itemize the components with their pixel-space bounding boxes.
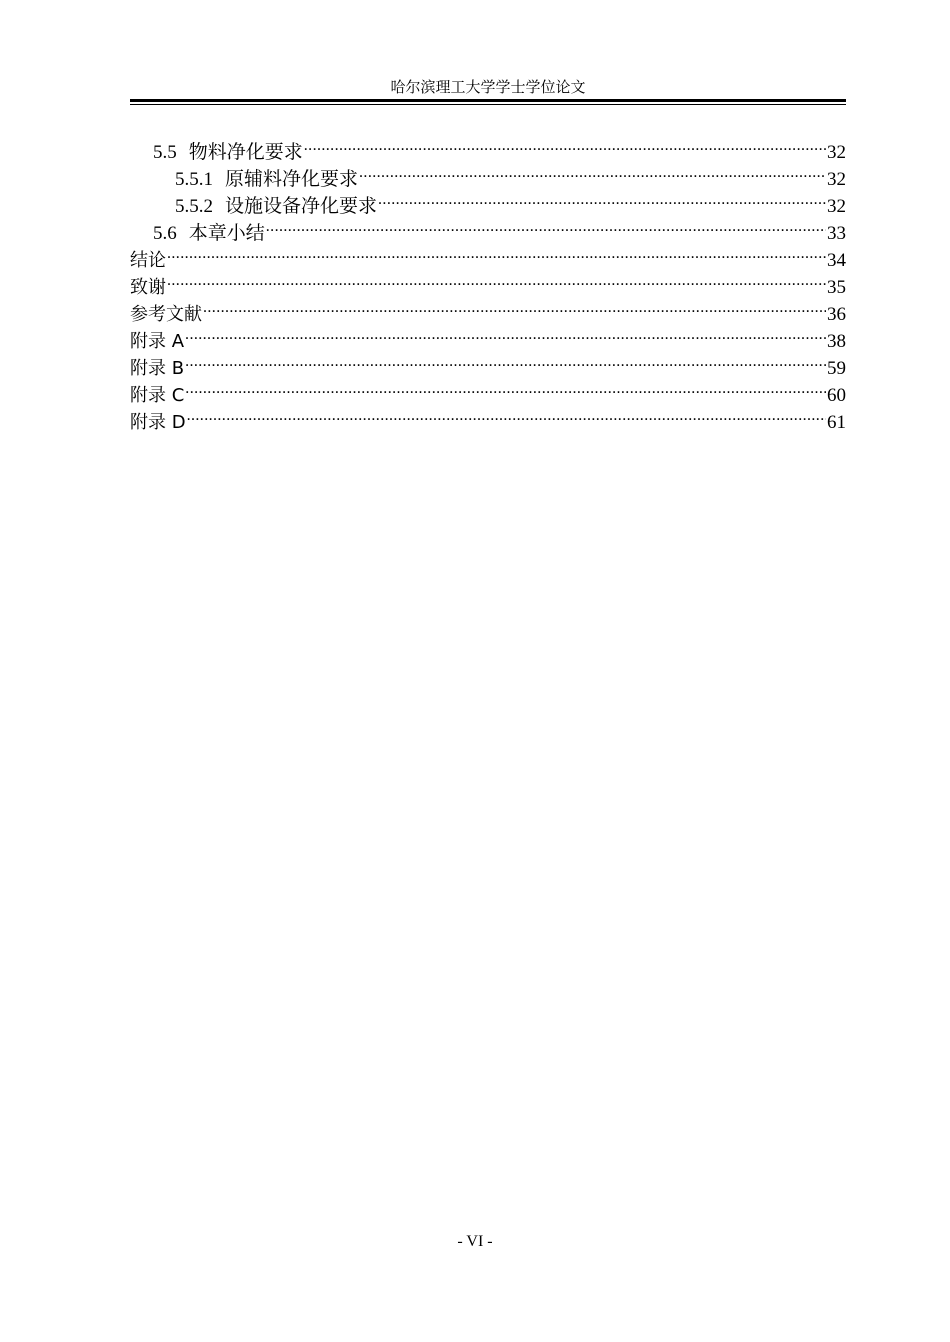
toc-dot-leader bbox=[185, 320, 826, 347]
toc-entry-page: 32 bbox=[827, 169, 846, 190]
header-rule-thick bbox=[130, 99, 846, 102]
toc-dot-leader bbox=[304, 131, 826, 158]
toc-entry-page: 38 bbox=[827, 331, 846, 352]
toc-entry-label: 设施设备净化要求 bbox=[225, 196, 378, 217]
toc-dot-leader bbox=[185, 347, 826, 374]
toc-entry-page: 32 bbox=[827, 196, 846, 217]
toc-entry-appendix-b[interactable] bbox=[130, 347, 846, 379]
toc-dot-leader bbox=[266, 212, 826, 239]
toc-entry-acknowledgements[interactable] bbox=[130, 266, 846, 298]
toc-entry-label: 附录 B bbox=[130, 358, 185, 379]
toc-dot-leader bbox=[203, 293, 826, 320]
running-header-title: 哈尔滨理工大学学士学位论文 bbox=[390, 80, 586, 96]
header-rule-thin bbox=[130, 104, 846, 105]
toc-entry-page: 32 bbox=[827, 142, 846, 163]
toc-entry-page: 36 bbox=[827, 304, 846, 325]
toc-entry-label: 参考文献 bbox=[130, 304, 202, 325]
toc-entry-5-5[interactable] bbox=[130, 131, 846, 163]
toc-entry-label: 致谢 bbox=[130, 277, 166, 298]
toc-entry-label: 结论 bbox=[130, 250, 166, 271]
toc-entry-label: 物料净化要求 bbox=[188, 142, 303, 163]
toc-entry-label: 本章小结 bbox=[188, 223, 265, 244]
toc-entry-number: 5.5 bbox=[153, 142, 177, 163]
toc-entry-label: 附录 D bbox=[130, 412, 186, 433]
toc-entry-appendix-a[interactable] bbox=[130, 320, 846, 352]
table-of-contents bbox=[130, 131, 846, 433]
toc-dot-leader bbox=[185, 374, 826, 401]
toc-entry-label: 附录 C bbox=[130, 385, 185, 406]
toc-dot-leader bbox=[167, 266, 826, 293]
toc-entry-page: 59 bbox=[827, 358, 846, 379]
toc-entry-number: 5.6 bbox=[153, 223, 177, 244]
toc-entry-appendix-d[interactable] bbox=[130, 401, 846, 433]
page-number: - VI - bbox=[457, 1233, 493, 1250]
toc-entry-appendix-c[interactable] bbox=[130, 374, 846, 406]
toc-entry-number: 5.5.1 bbox=[175, 169, 213, 190]
toc-entry-page: 61 bbox=[827, 412, 846, 433]
toc-entry-conclusion[interactable] bbox=[130, 239, 846, 271]
toc-entry-page: 60 bbox=[827, 385, 846, 406]
toc-dot-leader bbox=[187, 401, 826, 428]
toc-entry-label: 原辅料净化要求 bbox=[225, 169, 359, 190]
toc-dot-leader bbox=[359, 158, 826, 185]
toc-entry-number: 5.5.2 bbox=[175, 196, 213, 217]
toc-entry-page: 35 bbox=[827, 277, 846, 298]
toc-entry-references[interactable] bbox=[130, 293, 846, 325]
toc-dot-leader bbox=[378, 185, 826, 212]
toc-dot-leader bbox=[167, 239, 826, 266]
toc-entry-label: 附录 A bbox=[130, 331, 185, 352]
toc-entry-page: 34 bbox=[827, 250, 846, 271]
toc-entry-page: 33 bbox=[827, 223, 846, 244]
